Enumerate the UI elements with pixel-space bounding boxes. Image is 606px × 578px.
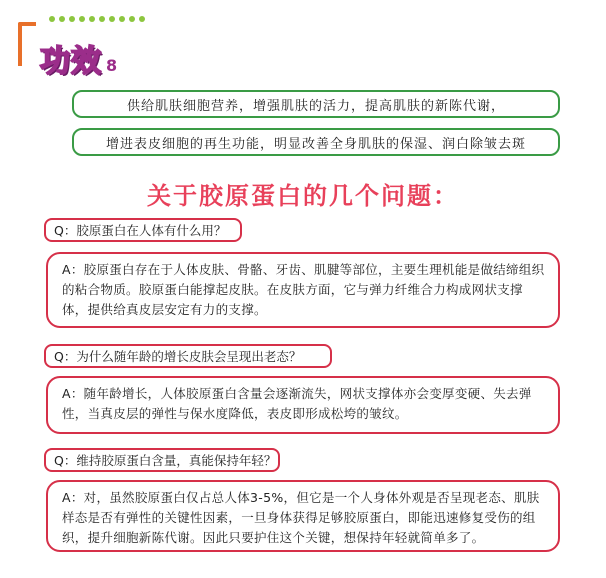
answer-text: A：胶原蛋白存在于人体皮肤、骨骼、牙齿、肌腱等部位，主要生理机能是做结缔组织的粘合物质。胶原蛋白能撑起皮肤。在皮肤方面，它与弹力纤维合力构成网状支撑体，提供给真皮层安定有力的支撑。 bbox=[62, 262, 545, 317]
question-text: Q：为什么随年龄的增长皮肤会呈现出老态？ bbox=[54, 349, 302, 364]
answer-text: A：对，虽然胶原蛋白仅占总人体3-5%，但它是一个人身体外观是否呈现老态、肌肤样态是否有弹性的关键性因素，一旦身体获得足够胶原蛋白，即能迅速修复受伤的组织，提升细胞新陈代谢。因此只要护住这个关键，想保持年轻就简单多了。 bbox=[62, 490, 540, 545]
dot bbox=[89, 16, 95, 22]
question-box bbox=[44, 344, 332, 368]
answer-box bbox=[46, 480, 560, 552]
answer-box bbox=[46, 376, 560, 434]
question-box bbox=[44, 218, 242, 242]
dot bbox=[119, 16, 125, 22]
dot bbox=[139, 16, 145, 22]
question-box bbox=[44, 448, 280, 472]
dot bbox=[79, 16, 85, 22]
answer-box bbox=[46, 252, 560, 328]
benefit-text: 供给肌肤细胞营养，增强肌肤的活力，提高肌肤的新陈代谢， bbox=[126, 98, 505, 114]
corner-bracket-decoration bbox=[18, 22, 36, 66]
answer-text: A：随年龄增长，人体胶原蛋白含量会逐渐流失，网状支撑体亦会变厚变硬、失去弹性，当真皮层的弹性与保水度降低，表皮即形成松垮的皱纹。 bbox=[62, 386, 532, 421]
dot bbox=[69, 16, 75, 22]
dot-row-decoration bbox=[49, 16, 145, 22]
benefit-box bbox=[72, 90, 560, 118]
dot bbox=[129, 16, 135, 22]
benefit-text: 增进表皮细胞的再生功能，明显改善全身肌肤的保湿、润白除皱去斑 bbox=[105, 136, 526, 152]
heading-number: 8 bbox=[106, 56, 118, 75]
section-title: 关于胶原蛋白的几个问题： bbox=[147, 181, 459, 210]
dot bbox=[49, 16, 55, 22]
dot bbox=[59, 16, 65, 22]
heading-title: 功效 bbox=[40, 44, 102, 79]
question-text: Q：维持胶原蛋白含量，真能保持年轻？ bbox=[54, 453, 277, 468]
question-text: Q：胶原蛋白在人体有什么用？ bbox=[54, 223, 227, 238]
page-heading bbox=[40, 36, 118, 79]
benefit-box bbox=[72, 128, 560, 156]
dot bbox=[99, 16, 105, 22]
dot bbox=[109, 16, 115, 22]
